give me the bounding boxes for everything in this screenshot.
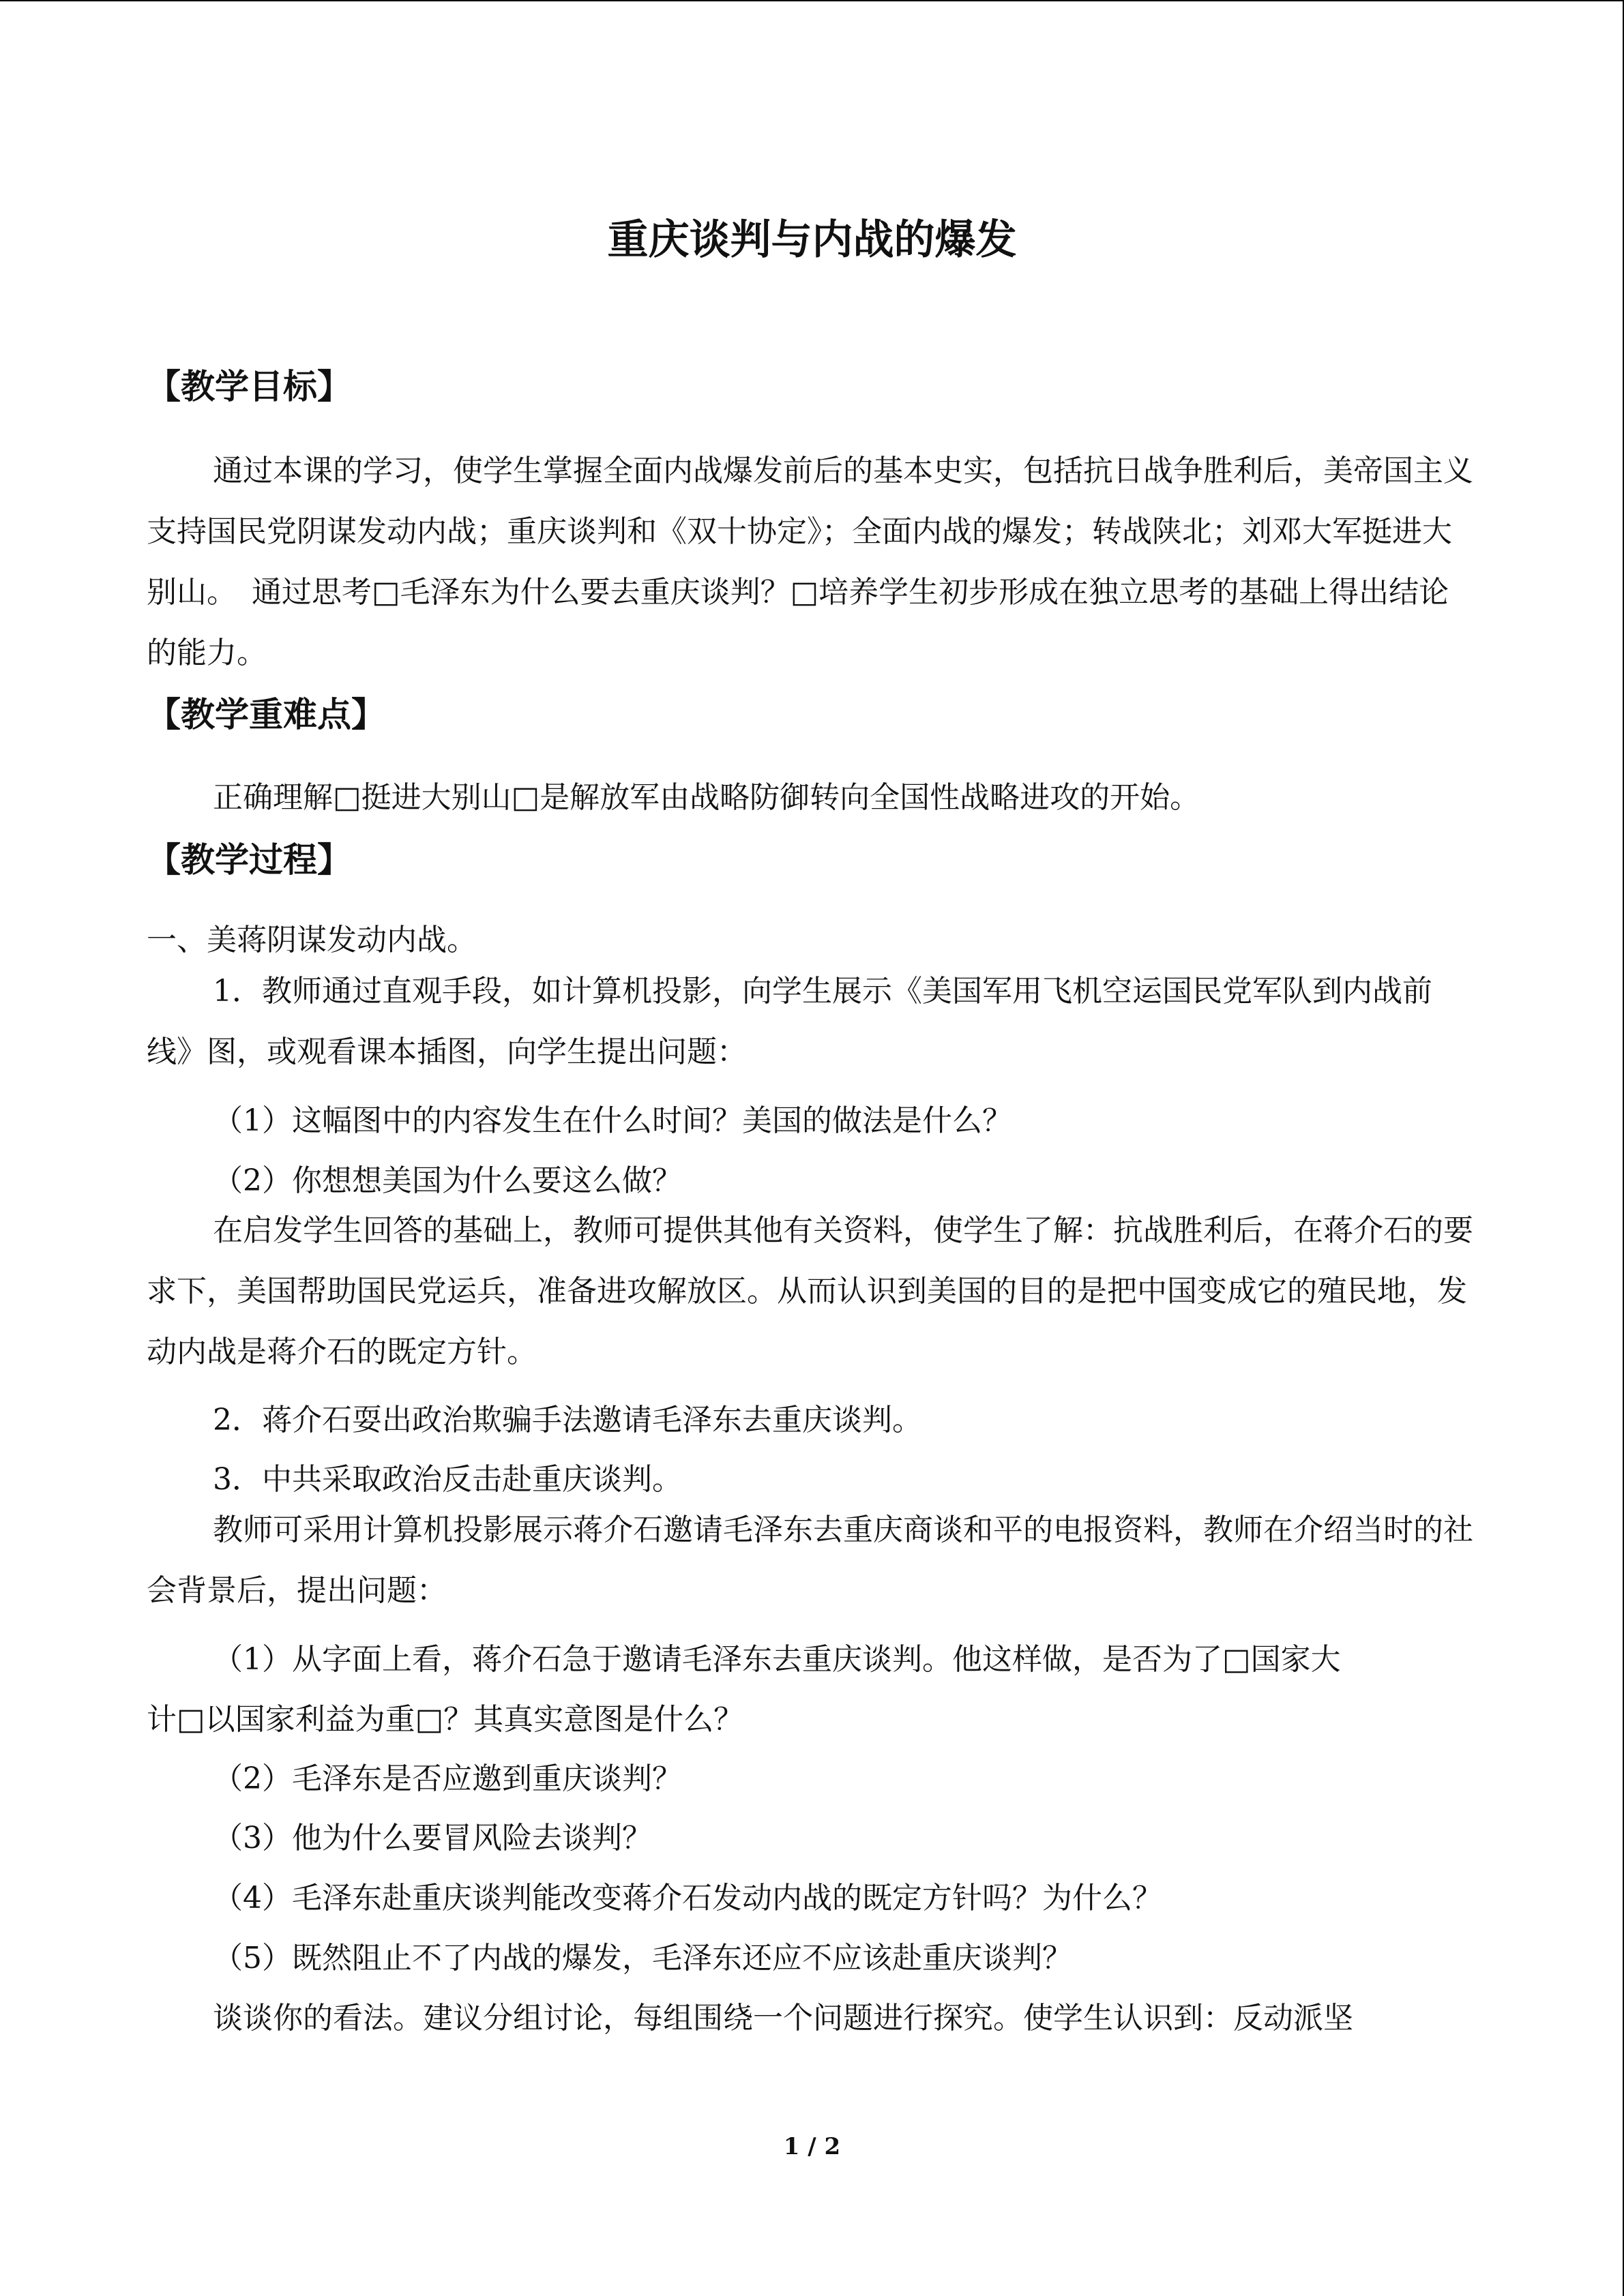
heading-teaching-process: 【教学过程】 [147, 839, 351, 880]
question-2-1b: 计□以国家利益为重□？其真实意图是什么？ [147, 1702, 744, 1737]
question-2-2: （2）毛泽东是否应邀到重庆谈判？ [213, 1761, 682, 1796]
question-2-3: （3）他为什么要冒风险去谈判？ [213, 1821, 652, 1855]
document-title: 重庆谈判与内战的爆发 [607, 216, 1017, 264]
question-2-5: （5）既然阻止不了内战的爆发，毛泽东还应不应该赴重庆谈判？ [213, 1941, 1072, 1976]
paragraph-background: 在启发学生回答的基础上，教师可提供其他有关资料，使学生了解：抗战胜利后，在蒋介石的要求下，美国帮助国民党运兵，准备进攻解放区。从而认识到美国的目的是把中国变成它的殖民地，发动内战是蒋介石的既定方针。 [147, 1213, 1473, 1369]
goals-paragraph: 通过本课的学习，使学生掌握全面内战爆发前后的基本史实，包括抗日战争胜利后，美帝国主义支持国民党阴谋发动内战；重庆谈判和《双十协定》；全面内战的爆发；转战陕北；刘邓大军挺进大别山。 通过思考□毛泽东为什么要去重庆谈判？□培养学生初步形成在独立思考的基础上得出结论的能力。 [147, 453, 1473, 670]
item-1-paragraph: 1．教师通过直观手段，如计算机投影，向学生展示《美国军用飞机空运国民党军队到内战前线》图，或观看课本插图，向学生提出问题： [147, 974, 1432, 1069]
section-1-title: 一、美蒋阴谋发动内战。 [147, 923, 477, 957]
heading-teaching-goals: 【教学目标】 [147, 366, 351, 406]
paragraph-telegram: 教师可采用计算机投影展示蒋介石邀请毛泽东去重庆商谈和平的电报资料，教师在介绍当时的社会背景后，提出问题： [147, 1512, 1473, 1608]
question-1-1: （1）这幅图中的内容发生在什么时间？美国的做法是什么？ [213, 1103, 1012, 1138]
page-number: 1 / 2 [783, 2133, 841, 2160]
question-2-1a: （1）从字面上看，蒋介石急于邀请毛泽东去重庆谈判。他这样做，是否为了□国家大 [213, 1642, 1341, 1677]
item-2: 2．蒋介石耍出政治欺骗手法邀请毛泽东去重庆谈判。 [213, 1403, 922, 1437]
item-3: 3．中共采取政治反击赴重庆谈判。 [213, 1462, 682, 1497]
question-2-4: （4）毛泽东赴重庆谈判能改变蒋介石发动内战的既定方针吗？为什么？ [213, 1881, 1162, 1915]
question-1-2: （2）你想想美国为什么要这么做？ [213, 1163, 682, 1198]
key-points-paragraph: 正确理解□挺进大别山□是解放军由战略防御转向全国性战略进攻的开始。 [213, 780, 1200, 815]
paragraph-discussion: 谈谈你的看法。建议分组讨论，每组围绕一个问题进行探究。使学生认识到：反动派坚 [213, 2001, 1353, 2036]
page-border-top [0, 0, 1624, 1]
heading-key-points: 【教学重难点】 [147, 694, 385, 734]
